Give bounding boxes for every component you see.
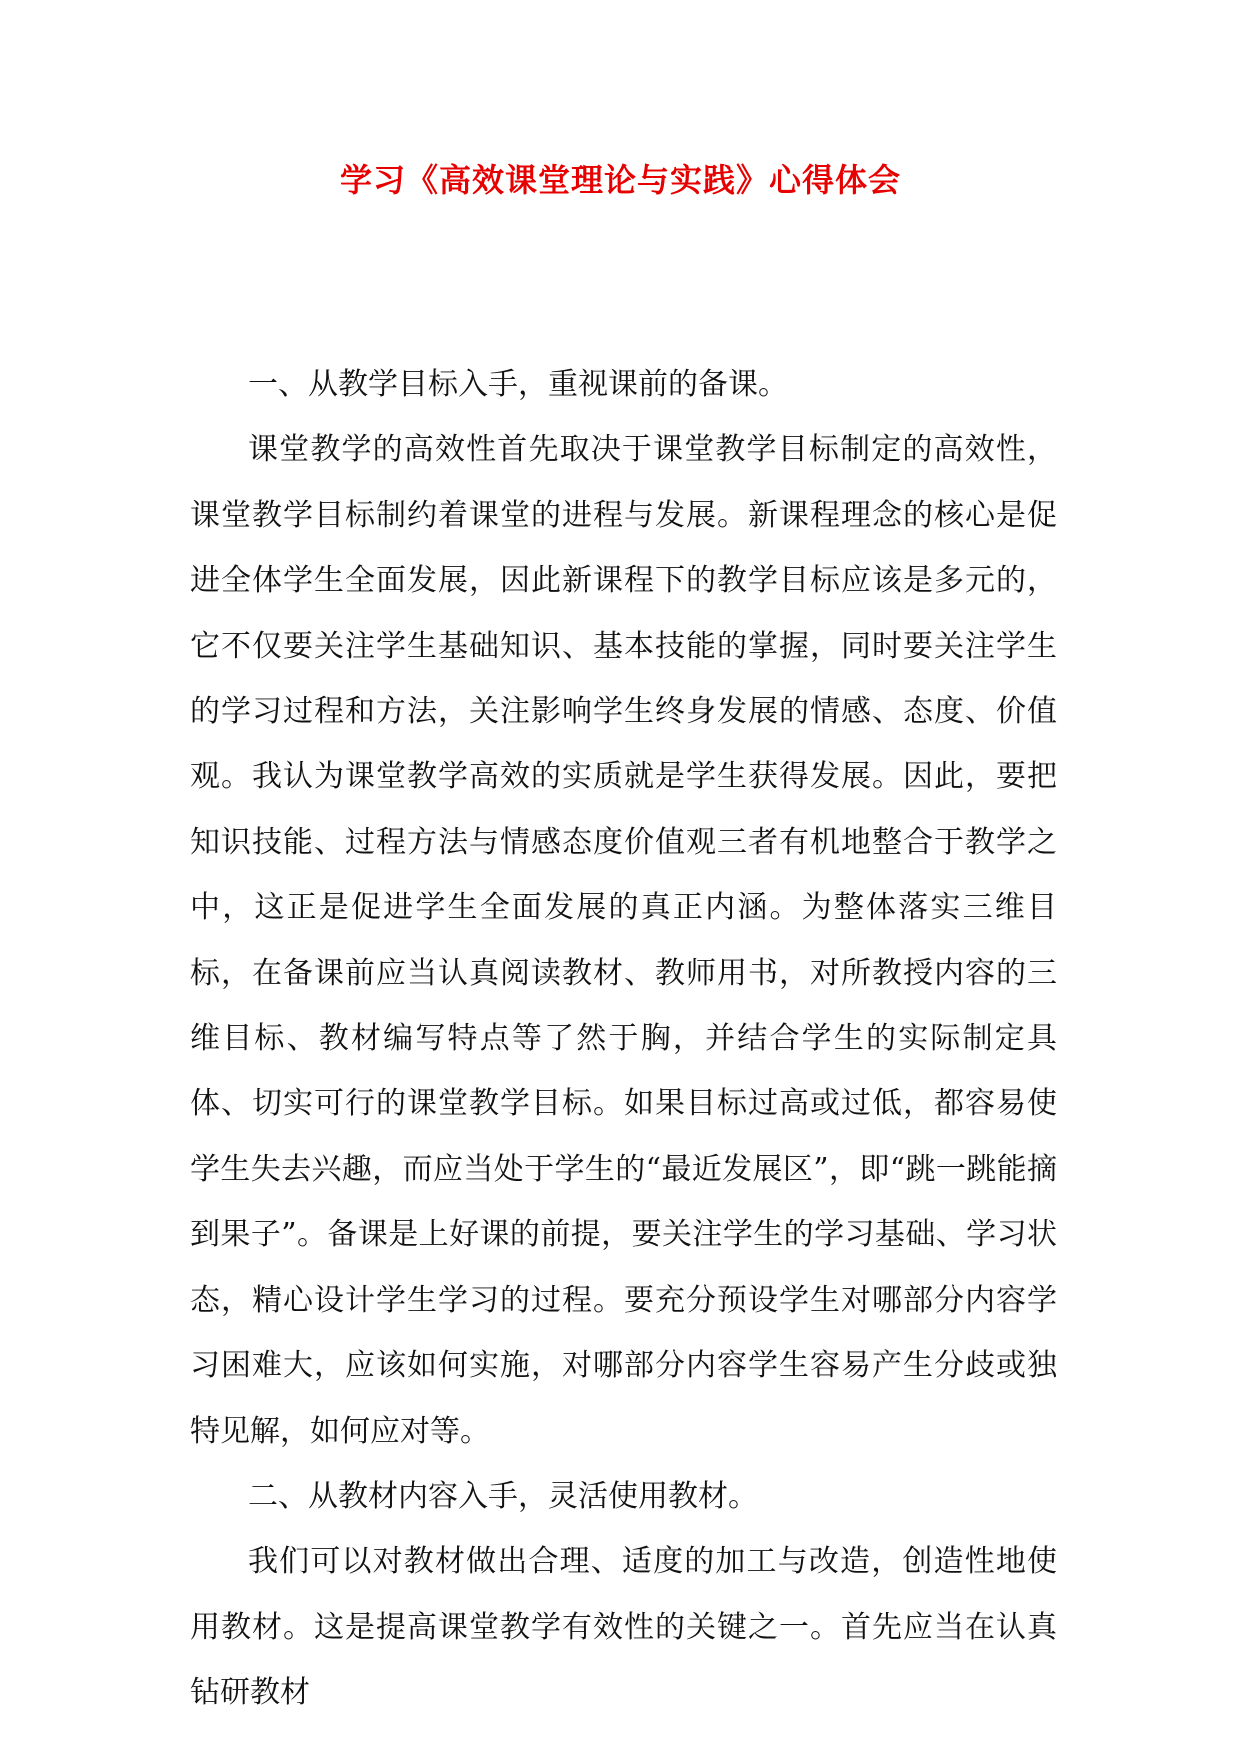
section-heading-1: 一、从教学目标入手，重视课前的备课。 [248, 367, 788, 402]
document-title: 学习《高效课堂理论与实践》心得体会 [339, 161, 901, 199]
document-body [190, 352, 1057, 1726]
section-heading-2: 二、从教材内容入手，灵活使用教材。 [248, 1478, 758, 1514]
body-paragraph-1: 课堂教学的高效性首先取决于课堂教学目标制定的高效性，课堂教学目标制约着课堂的进程与发展。新课程理念的核心是促进全体学生全面发展，因此新课程下的教学目标应该是多元的，它不仅要关注学生基础知识、基本技能的掌握，同时要关注学生的学习过程和方法，关注影响学生终身发展的情感、态度、价值观。我认为课堂教学高效的实质就是学生获得发展。因此，要把知识技能、过程方法与情感态度价值观三者有机地整合于教学之中，这正是促进学生全面发展的真正内涵。为整体落实三维目标，在备课前应当认真阅读教材、教师用书，对所教授内容的三维目标、教材编写特点等了然于胸，并结合学生的实际制定具体、切实可行的课堂教学目标。如果目标过高或过低，都容易使学生失去兴趣，而应当处于学生的“最近发展区”，即“跳一跳能摘到果子”。备课是上好课的前提，要关注学生的学习基础、学习状态，精心设计学生学习的过程。要充分预设学生对哪部分内容学习困难大，应该如何实施，对哪部分内容学生容易产生分歧或独特见解，如何应对等。 [190, 432, 1057, 1449]
body-paragraph-2: 我们可以对教材做出合理、适度的加工与改造，创造性地使用教材。这是提高课堂教学有效性的关键之一。首先应当在认真钻研教材 [190, 1544, 1057, 1711]
